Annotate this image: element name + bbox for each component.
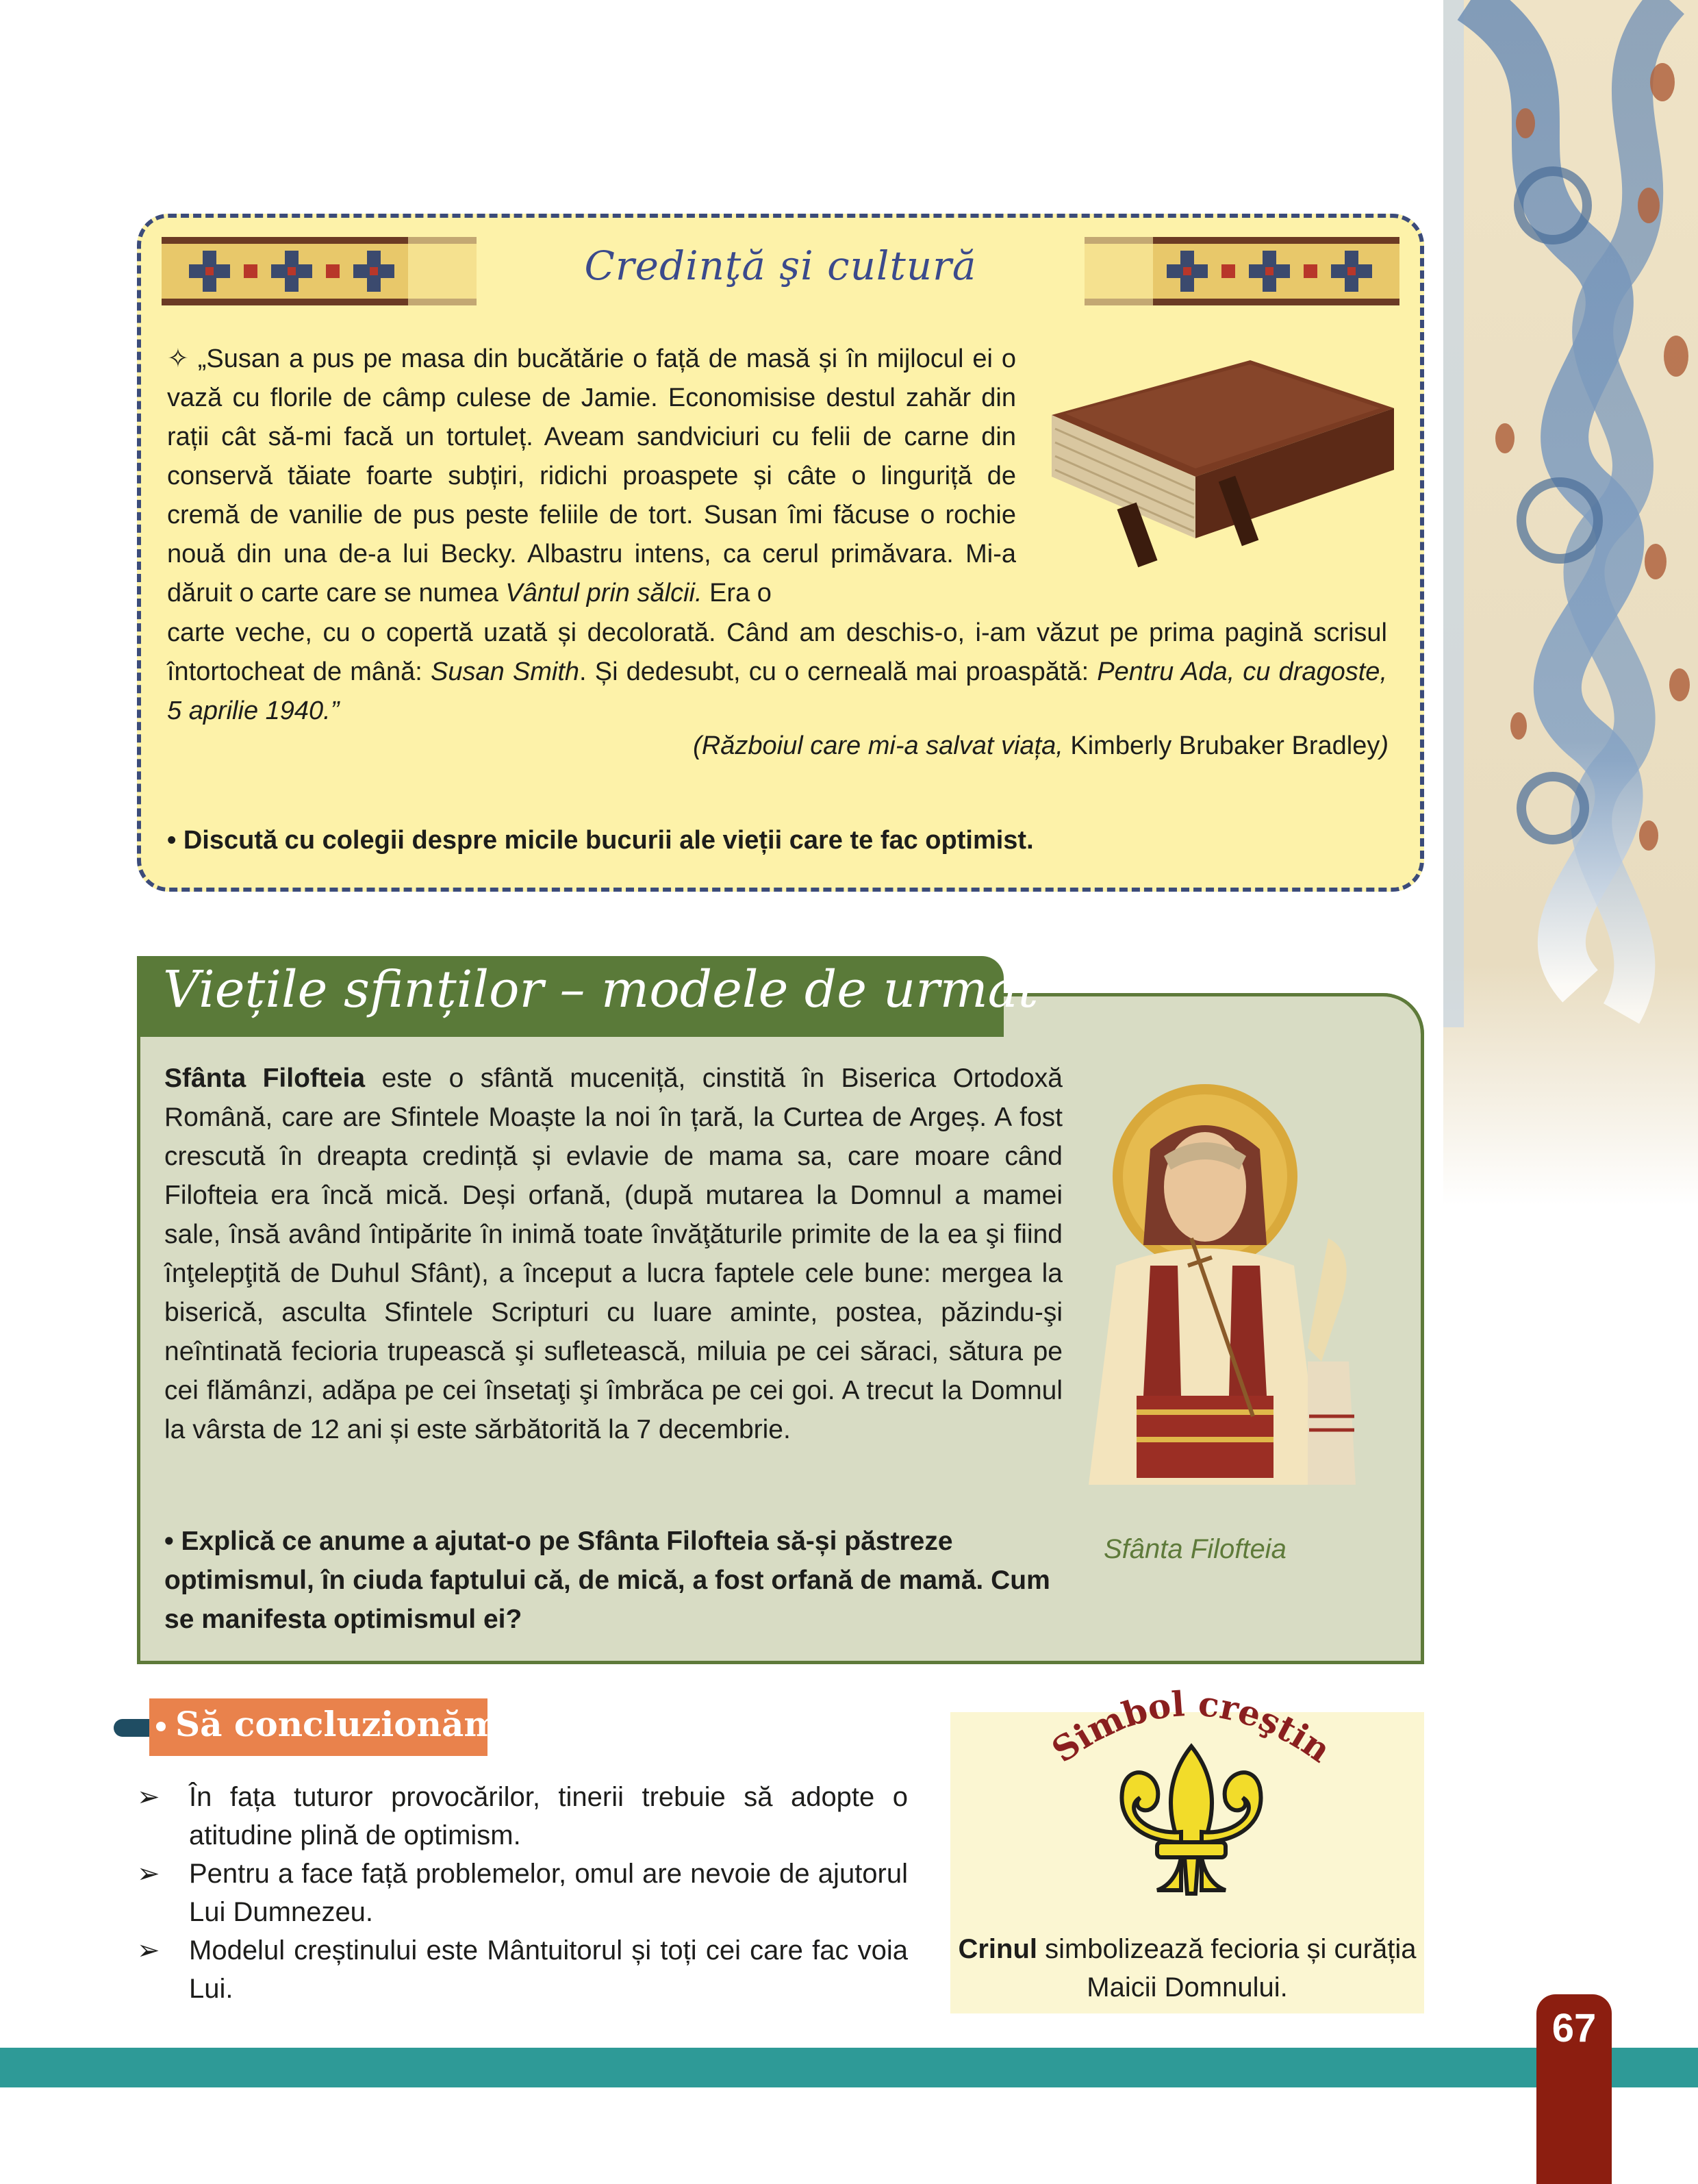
list-item bbox=[137, 1855, 908, 1931]
faith-quote-top bbox=[167, 340, 1016, 613]
ornamental-border bbox=[1443, 0, 1698, 1205]
quote-source bbox=[693, 731, 1389, 761]
symbol-caption bbox=[950, 1930, 1424, 2007]
source-close: ) bbox=[1380, 731, 1389, 760]
book-title: Vântul prin sălcii. bbox=[505, 579, 702, 607]
faith-quote-text: ✧ „Susan a pus pe masa din bucătărie o față de masă și în mijlocul ei o vază cu florile de câmp culese de Jamie. Economisise destul zahăr din rații cât să-mi facă un tortuleț. Aveam sandviciuri cu felii de carne din conservă tăiate foarte subțiri, ridichi proaspete și câte o linguriță de cremă de vanilie de pus peste feliile de tort. Susan îmi făcuse o rochie nouă din una de-a lui Becky. Albastru intens, ca cerul primăvara. Mi-a dăruit o carte care se numea bbox=[167, 344, 1016, 607]
arrow-icon: ➢ bbox=[137, 1782, 160, 1812]
old-book-image bbox=[1024, 333, 1408, 573]
conclude-bar bbox=[114, 1719, 155, 1737]
faith-culture-box bbox=[137, 214, 1424, 892]
list-item-text: Modelul creștinului este Mântuitorul și toți cei care fac voia Lui. bbox=[189, 1935, 908, 2004]
symbol-caption-bold: Crinul bbox=[958, 1934, 1037, 1964]
arrow-icon: ➢ bbox=[137, 1859, 160, 1889]
page-number: 67 bbox=[1551, 2006, 1597, 2050]
list-item bbox=[137, 1778, 908, 1855]
saints-title: Viețile sfinților – modele de urmat bbox=[163, 960, 1039, 1019]
footer-band bbox=[0, 2048, 1698, 2087]
source-author: Kimberly Brubaker Bradley bbox=[1063, 731, 1380, 760]
conclude-dot bbox=[156, 1722, 166, 1731]
saints-text bbox=[164, 1059, 1063, 1449]
faith-quote-text-end: Era o bbox=[702, 579, 772, 607]
quote-name: Susan Smith bbox=[431, 657, 580, 686]
list-item bbox=[137, 1931, 908, 2008]
list-item-text: În fața tuturor provocărilor, tinerii trebuie să adopte o atitudine plină de optimism. bbox=[189, 1782, 908, 1850]
faith-quote-bottom bbox=[167, 614, 1387, 731]
conclude-title: Să concluzionăm! bbox=[175, 1704, 516, 1744]
symbol-caption-text: simbolizează fecioria și curăția Maicii Domnului. bbox=[1037, 1934, 1417, 2003]
list-item-text: Pentru a face față problemelor, omul are nevoie de ajutorul Lui Dumnezeu. bbox=[189, 1859, 908, 1927]
faith-title: Credinţă şi cultură bbox=[584, 242, 977, 289]
faith-quote-text-b: carte veche, cu o copertă uzată și decolorată. Când am deschis-o, i-am văzut pe prima pagină scrisul întortocheat de mână: bbox=[167, 618, 1387, 686]
saint-icon-image bbox=[1034, 1074, 1390, 1512]
faith-quote-text-c: . Și dedesubt, cu o cerneală mai proaspătă: bbox=[579, 657, 1098, 686]
saint-name: Sfânta Filofteia bbox=[164, 1064, 366, 1093]
symbol-graphic bbox=[1041, 1671, 1342, 1924]
symbol-title: Simbol creştin bbox=[1044, 1683, 1339, 1771]
fleur-de-lis-icon bbox=[1122, 1746, 1260, 1894]
icon-caption: Sfânta Filofteia bbox=[1104, 1534, 1287, 1564]
faith-question: • Discută cu colegii despre micile bucurii ale vieții care te fac optimist. bbox=[167, 826, 1034, 855]
saints-question: • Explică ce anume a ajutat-o pe Sfânta Filofteia să-și păstreze optimismul, în ciuda faptului că, de mică, a fost orfană de mamă. Cum se manifesta optimismul ei? bbox=[164, 1527, 1050, 1634]
arrow-icon: ➢ bbox=[137, 1935, 160, 1966]
saints-body: este o sfântă muceniță, cinstită în Biserica Ortodoxă Română, care are Sfintele Moaște la noi în țară, la Curtea de Argeș. A fost crescută în dreapta credință și evlavie de mama sa, care moare când Filofteia era încă mică. Deși orfană, (după mutarea la Domnul a mamei sale, însă având întipărite în inimă toate învăţăturile primite de la ea şi fiind înţelepţită de Duhul Sfânt), a început a lucra faptele cele bune: mergea la biserică, asculta Sfintele Scripturi cu luare aminte, postea, păzindu-şi neîntinată fecioria trupească şi sufletească, miluia pe cei săraci, sătura pe cei flămânzi, adăpa pe cei însetaţi şi îmbrăca pe cei goi. A trecut la Domnul la vârsta de 12 ani și este sărbătorită la 7 decembrie. bbox=[164, 1064, 1063, 1444]
source-title: (Războiul care mi-a salvat viața, bbox=[693, 731, 1063, 760]
dedication: Pentru Ada, cu dragoste, 5 aprilie 1940.” bbox=[167, 657, 1387, 725]
